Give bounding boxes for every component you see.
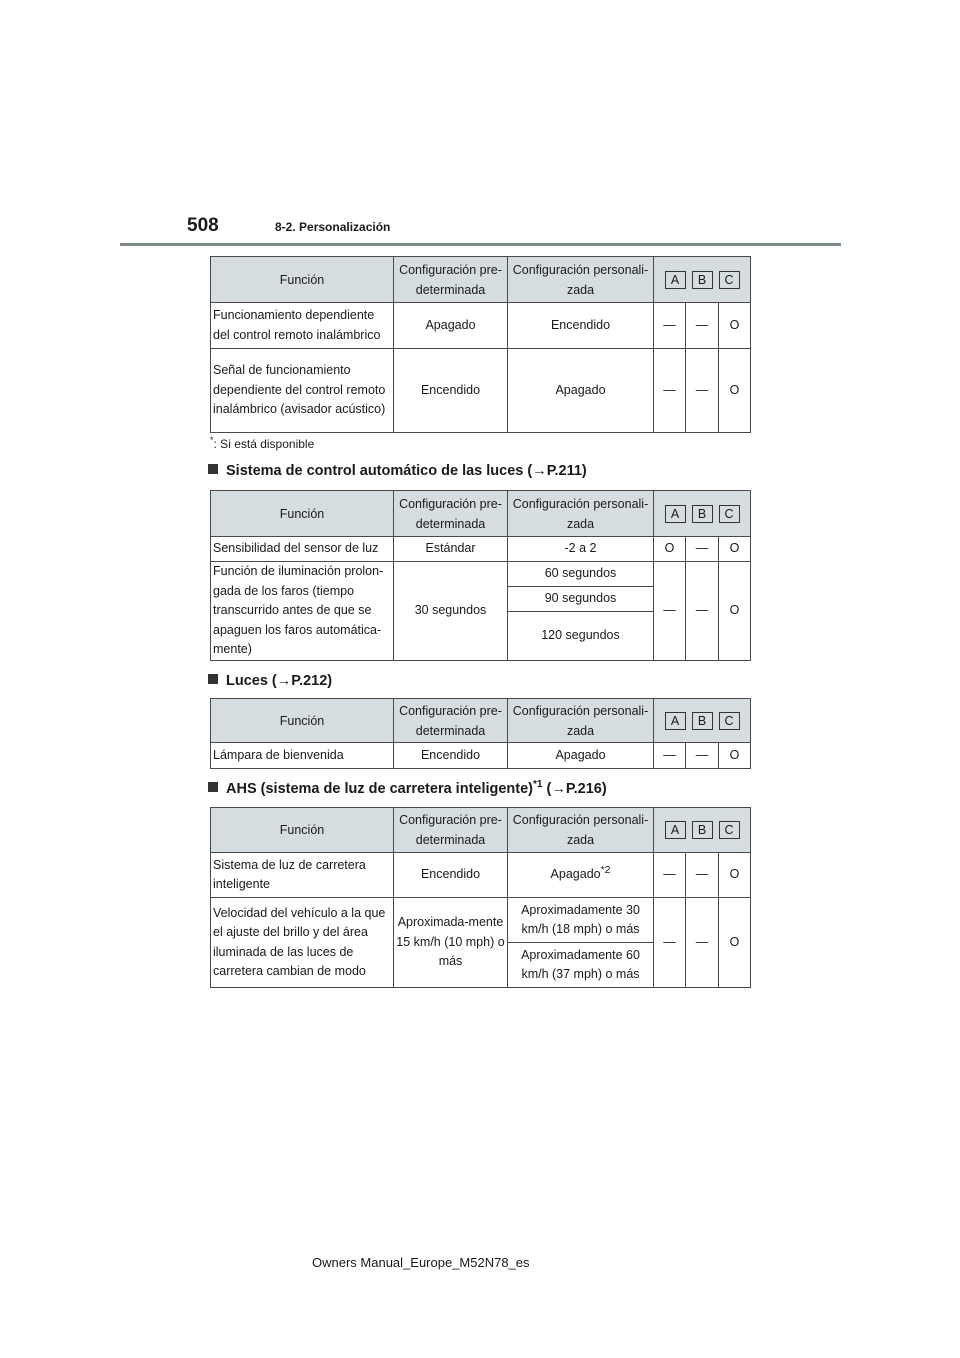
col-personalizada: Configuración personali-zada xyxy=(508,491,654,537)
heading-footnote-marker: *1 xyxy=(533,779,543,791)
cell-pers-footnote: *2 xyxy=(600,865,611,877)
cell-c: O xyxy=(719,743,751,769)
cell-pers-option: 120 segundos xyxy=(508,612,654,660)
cell-funcion: Funcionamiento dependiente del control remoto inalámbrico xyxy=(211,303,394,349)
label-c: C xyxy=(719,505,740,523)
cell-funcion: Sistema de luz de carretera inteligente xyxy=(211,853,394,898)
page-number: 508 xyxy=(187,215,219,236)
col-abc xyxy=(654,257,751,303)
heading-auto-lights xyxy=(208,463,587,479)
cell-pre: Apagado xyxy=(394,303,508,349)
cell-funcion: Lámpara de bienvenida xyxy=(211,743,394,769)
footer-manual-id: Owners Manual_Europe_M52N78_es xyxy=(312,1255,530,1270)
col-predeterminada: Configuración pre-determinada xyxy=(394,491,508,537)
heading-reference: (→P.216) xyxy=(542,781,607,797)
cell-b: — xyxy=(686,743,719,769)
label-b: B xyxy=(692,821,713,839)
table-lights xyxy=(210,698,751,769)
cell-pers-option: 60 segundos xyxy=(508,562,654,587)
cell-funcion: Señal de funcionamiento dependiente del control remoto inalámbrico (avisador acústico) xyxy=(211,349,394,433)
cell-a: — xyxy=(654,853,686,898)
cell-a: — xyxy=(654,349,686,433)
label-b: B xyxy=(692,271,713,289)
col-personalizada: Configuración personali-zada xyxy=(508,699,654,743)
table-ahs xyxy=(210,807,751,988)
table-row xyxy=(211,562,751,587)
cell-c: O xyxy=(719,562,751,661)
cell-c: O xyxy=(719,898,751,988)
cell-b: — xyxy=(686,562,719,661)
cell-funcion: Velocidad del vehículo a la que el ajuste del brillo y del área iluminada de las luces de carretera cambian de modo xyxy=(211,898,394,988)
cell-b: — xyxy=(686,853,719,898)
table-auto-lights xyxy=(210,490,751,661)
table-row xyxy=(211,303,751,349)
cell-pre: Estándar xyxy=(394,537,508,562)
bullet-square-icon xyxy=(208,674,218,684)
label-c: C xyxy=(719,821,740,839)
cell-b: — xyxy=(686,349,719,433)
cell-c: O xyxy=(719,349,751,433)
label-a: A xyxy=(665,505,686,523)
col-predeterminada: Configuración pre-determinada xyxy=(394,257,508,303)
cell-c: O xyxy=(719,853,751,898)
col-abc xyxy=(654,808,751,853)
cell-b: — xyxy=(686,898,719,988)
cell-pre: 30 segundos xyxy=(394,562,508,661)
footnote-marker: * xyxy=(210,435,214,445)
cell-pre: Aproximada-mente 15 km/h (10 mph) o más xyxy=(394,898,508,988)
header-rule xyxy=(120,243,841,246)
cell-c: O xyxy=(719,303,751,349)
footnote xyxy=(210,437,314,451)
cell-c: O xyxy=(719,537,751,562)
col-personalizada: Configuración personali-zada xyxy=(508,257,654,303)
heading-ahs xyxy=(208,781,607,797)
label-a: A xyxy=(665,712,686,730)
col-predeterminada: Configuración pre-determinada xyxy=(394,699,508,743)
heading-lights xyxy=(208,673,332,689)
table-remote-control xyxy=(210,256,751,433)
cell-pre: Encendido xyxy=(394,743,508,769)
col-abc xyxy=(654,491,751,537)
cell-pers: Apagado xyxy=(508,349,654,433)
footnote-text: : Si está disponible xyxy=(213,437,315,451)
col-funcion: Función xyxy=(211,808,394,853)
bullet-square-icon xyxy=(208,782,218,792)
cell-pers: Apagado xyxy=(508,743,654,769)
cell-a: — xyxy=(654,898,686,988)
label-a: A xyxy=(665,821,686,839)
col-abc xyxy=(654,699,751,743)
cell-pers xyxy=(508,853,654,898)
cell-b: — xyxy=(686,303,719,349)
cell-funcion: Sensibilidad del sensor de luz xyxy=(211,537,394,562)
label-a: A xyxy=(665,271,686,289)
bullet-square-icon xyxy=(208,464,218,474)
col-funcion: Función xyxy=(211,491,394,537)
cell-b: — xyxy=(686,537,719,562)
cell-pers-option: 90 segundos xyxy=(508,587,654,612)
label-b: B xyxy=(692,712,713,730)
cell-pre: Encendido xyxy=(394,349,508,433)
cell-a: — xyxy=(654,303,686,349)
heading-text: Sistema de control automático de las luces (→P.211) xyxy=(226,463,587,479)
heading-text: Luces (→P.212) xyxy=(226,673,333,689)
label-c: C xyxy=(719,271,740,289)
cell-pers: Encendido xyxy=(508,303,654,349)
table-row xyxy=(211,853,751,898)
label-b: B xyxy=(692,505,713,523)
col-funcion: Función xyxy=(211,699,394,743)
cell-pers-option: Aproximadamente 30 km/h (18 mph) o más xyxy=(508,898,654,943)
cell-pers-option: Aproximadamente 60 km/h (37 mph) o más xyxy=(508,943,654,988)
label-c: C xyxy=(719,712,740,730)
cell-pre: Encendido xyxy=(394,853,508,898)
col-predeterminada: Configuración pre-determinada xyxy=(394,808,508,853)
cell-a: O xyxy=(654,537,686,562)
table-row xyxy=(211,537,751,562)
table-row xyxy=(211,349,751,433)
heading-text: AHS (sistema de luz de carretera inteligente) xyxy=(226,781,534,797)
section-title: 8-2. Personalización xyxy=(275,220,391,234)
cell-funcion: Función de iluminación prolon-gada de los faros (tiempo transcurrido antes de que se apaguen los faros automática-mente) xyxy=(211,562,394,661)
cell-a: — xyxy=(654,743,686,769)
table-row xyxy=(211,898,751,943)
col-funcion: Función xyxy=(211,257,394,303)
cell-pers-text: Apagado xyxy=(550,867,601,882)
cell-pers: -2 a 2 xyxy=(508,537,654,562)
table-row xyxy=(211,743,751,769)
col-personalizada: Configuración personali-zada xyxy=(508,808,654,853)
cell-a: — xyxy=(654,562,686,661)
